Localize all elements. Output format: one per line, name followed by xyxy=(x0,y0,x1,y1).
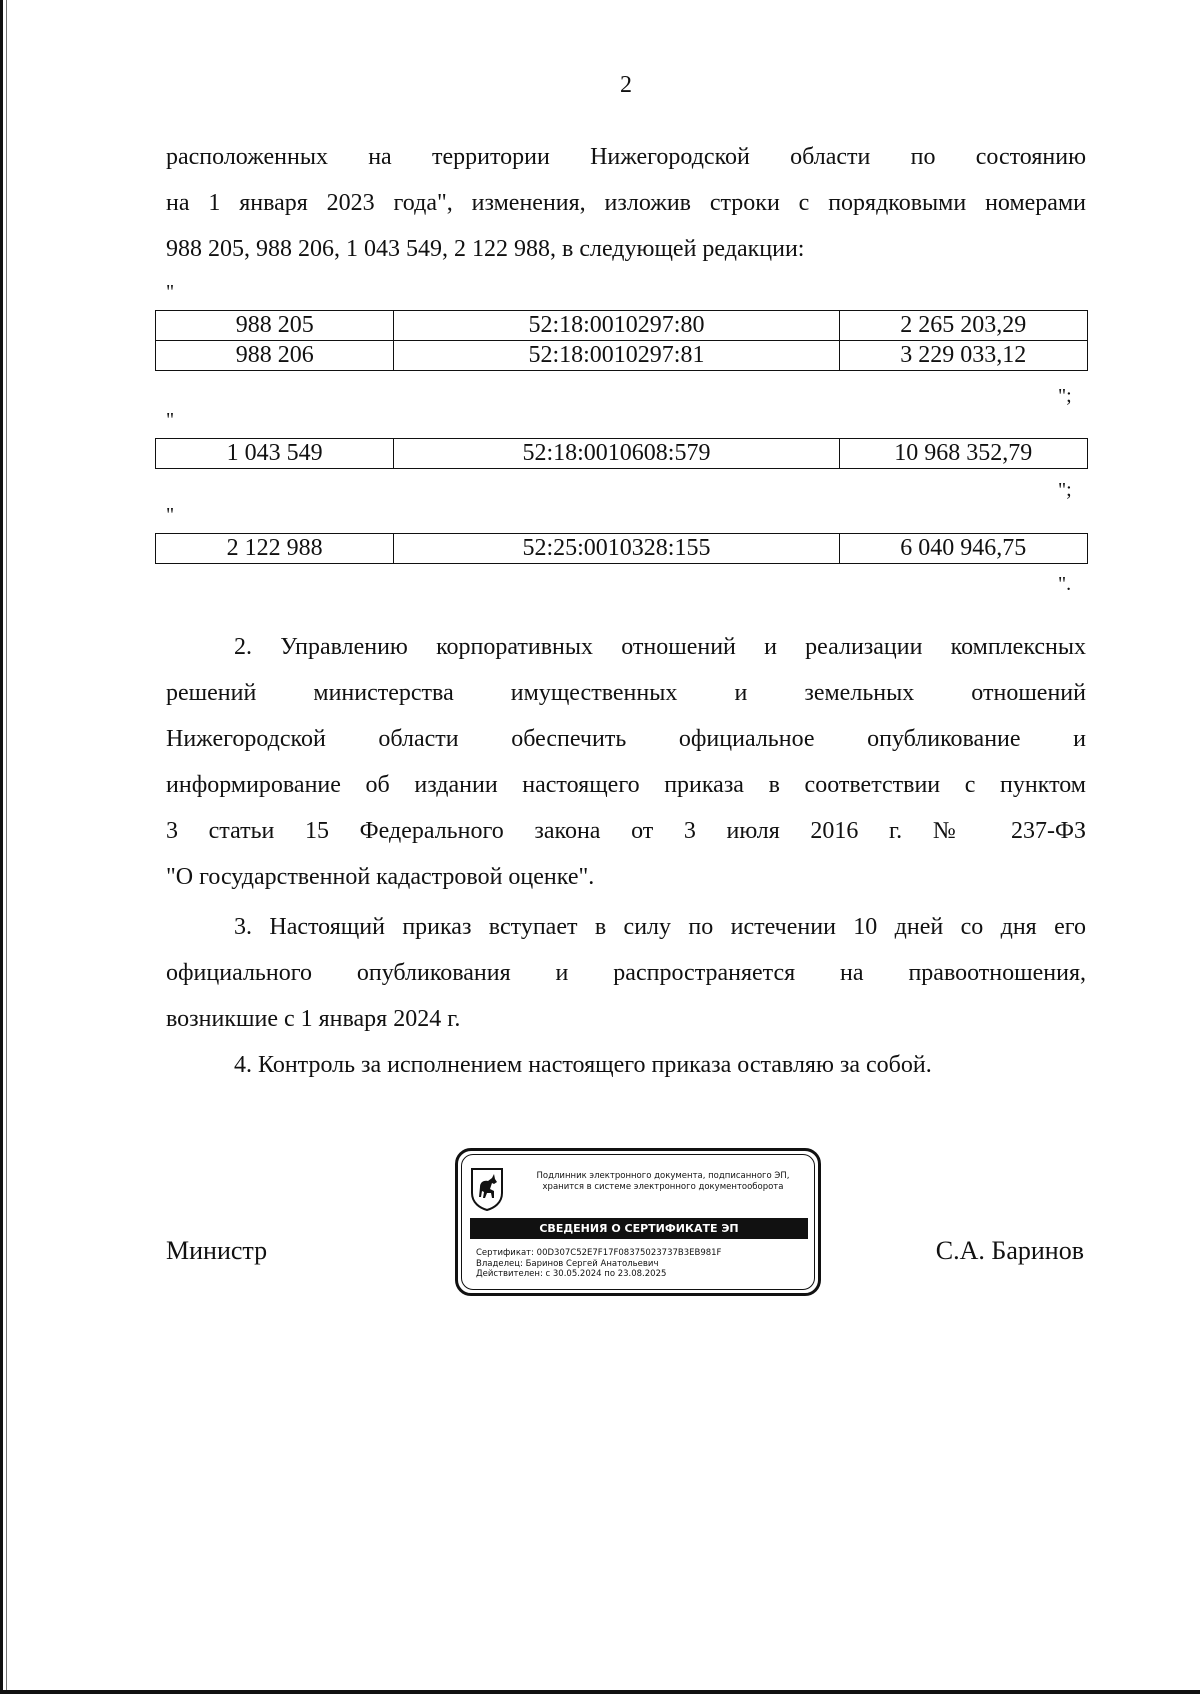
table-cell-cadastral: 52:18:0010297:80 xyxy=(394,311,839,341)
table-cell-value: 6 040 946,75 xyxy=(839,534,1087,564)
para2-line-1: 2. Управлению корпоративных отношений и реализации комплексных xyxy=(234,634,1086,660)
stamp-title-bar: СВЕДЕНИЯ О СЕРТИФИКАТЕ ЭП xyxy=(470,1218,808,1239)
coat-of-arms-icon xyxy=(470,1167,504,1211)
table-row xyxy=(156,311,1088,341)
table-cell-number: 988 205 xyxy=(156,311,394,341)
table-cell-value: 2 265 203,29 xyxy=(839,311,1087,341)
para3-line-2: официального опубликования и распространяется на правоотношения, xyxy=(166,960,1086,986)
para2-line-2: решений министерства имущественных и земельных отношений xyxy=(166,680,1086,706)
table-row xyxy=(156,439,1088,469)
table-cell-number: 2 122 988 xyxy=(156,534,394,564)
para4-line-1: 4. Контроль за исполнением настоящего приказа оставляю за собой. xyxy=(234,1052,932,1078)
intro-line-2: на 1 января 2023 года", изменения, изложив строки с порядковыми номерами xyxy=(166,190,1086,216)
para3-line-1: 3. Настоящий приказ вступает в силу по истечении 10 дней со дня его xyxy=(234,914,1086,940)
table-cell-cadastral: 52:25:0010328:155 xyxy=(394,534,839,564)
table-2 xyxy=(155,438,1088,469)
table-1 xyxy=(155,310,1088,371)
table-cell-cadastral: 52:18:0010297:81 xyxy=(394,341,839,371)
open-quote-1: " xyxy=(166,281,175,303)
signatory-name: С.А. Баринов xyxy=(935,1236,1084,1265)
signatory-title: Министр xyxy=(166,1236,268,1265)
close-quote-1: "; xyxy=(1058,385,1072,407)
table-cell-number: 1 043 549 xyxy=(156,439,394,469)
stamp-header-line-2: хранится в системе электронного документооборота xyxy=(542,1182,784,1192)
stamp-valid: Действителен: с 30.05.2024 по 23.08.2025 xyxy=(476,1269,667,1279)
page-bottom-edge xyxy=(0,1690,1200,1694)
page-left-edge-inner xyxy=(6,0,7,1694)
table-cell-value: 3 229 033,12 xyxy=(839,341,1087,371)
close-quote-3: ". xyxy=(1058,573,1072,595)
open-quote-3: " xyxy=(166,504,175,526)
table-cell-cadastral: 52:18:0010608:579 xyxy=(394,439,839,469)
table-cell-value: 10 968 352,79 xyxy=(839,439,1087,469)
table-cell-number: 988 206 xyxy=(156,341,394,371)
close-quote-2: "; xyxy=(1058,479,1072,501)
para2-line-3: Нижегородской области обеспечить официальное опубликование и xyxy=(166,726,1086,752)
table-row xyxy=(156,341,1088,371)
open-quote-2: " xyxy=(166,409,175,431)
para2-line-5: 3 статьи 15 Федерального закона от 3 июля 2016 г. № 237-ФЗ xyxy=(166,818,1086,844)
table-3 xyxy=(155,533,1088,564)
stamp-owner: Владелец: Баринов Сергей Анатольевич xyxy=(476,1258,659,1269)
stamp-header xyxy=(508,1171,818,1193)
stamp-info xyxy=(476,1248,721,1280)
page-number: 2 xyxy=(620,72,632,98)
page-left-edge xyxy=(0,0,3,1694)
para2-line-6: "О государственной кадастровой оценке". xyxy=(166,864,595,890)
para2-line-4: информирование об издании настоящего приказа в соответствии с пунктом xyxy=(166,772,1086,798)
stamp-header-line-1: Подлинник электронного документа, подписанного ЭП, xyxy=(536,1171,790,1181)
table-row xyxy=(156,534,1088,564)
intro-line-1: расположенных на территории Нижегородской области по состоянию xyxy=(166,144,1086,170)
stamp-certificate: Сертификат: 00D307C52E7F17F08375023737B3EB981F xyxy=(476,1248,722,1258)
intro-line-3: 988 205, 988 206, 1 043 549, 2 122 988, в следующей редакции: xyxy=(166,236,805,262)
electronic-signature-stamp xyxy=(455,1148,821,1296)
para3-line-3: возникшие с 1 января 2024 г. xyxy=(166,1006,461,1032)
